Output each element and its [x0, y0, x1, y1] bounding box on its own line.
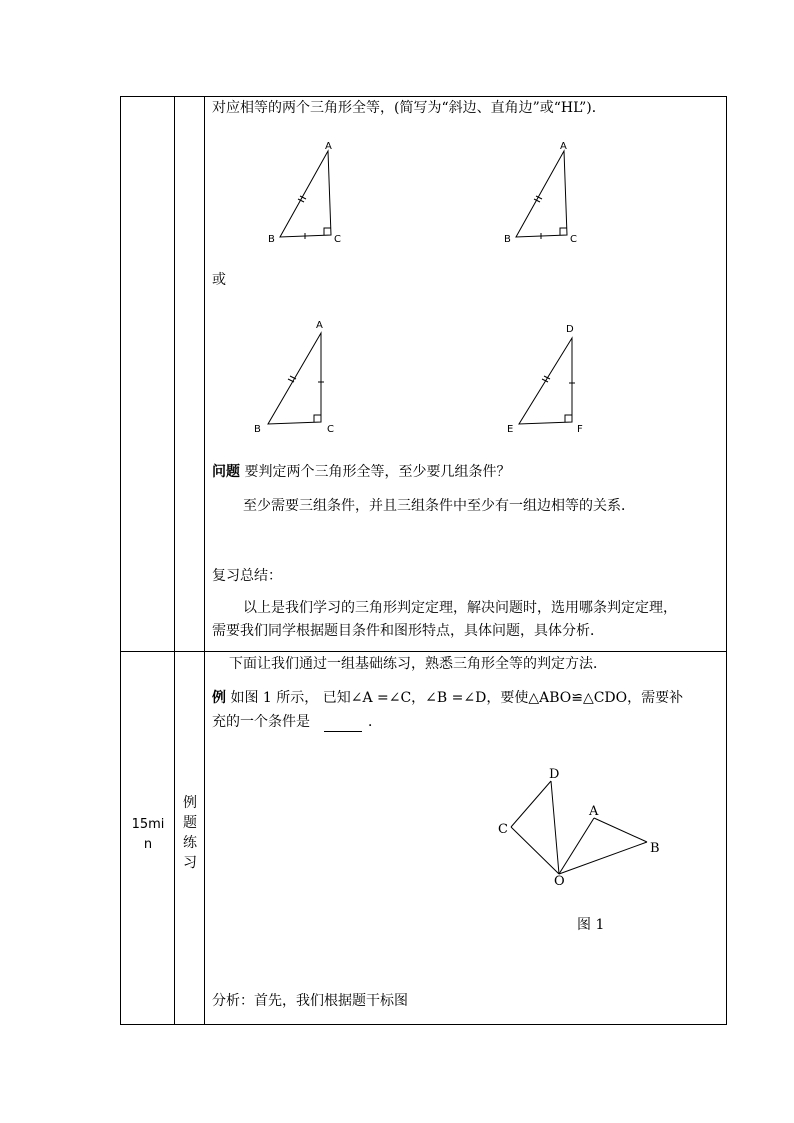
- example-line-1: [212, 688, 683, 708]
- question-text: 要判定两个三角形全等，至少要几组条件？: [240, 464, 511, 480]
- column-divider-2: [204, 96, 205, 1025]
- vertex-label-c: C: [327, 424, 334, 435]
- duration-line-1: 15mi: [131, 817, 165, 832]
- segment-do: [551, 781, 559, 874]
- vertex-label-e: E: [507, 424, 514, 435]
- vertex-label-b: B: [268, 234, 275, 245]
- stage-char-4: 习: [183, 855, 197, 871]
- answer-blank: [324, 717, 362, 732]
- vertex-label-a: A: [325, 141, 332, 152]
- right-angle-mark: [324, 228, 331, 235]
- vertex-label-d: D: [549, 767, 560, 782]
- segment-oa: [559, 818, 594, 874]
- segment-ab: [594, 818, 647, 842]
- example-label: 例: [212, 690, 226, 706]
- vertex-label-a: A: [316, 320, 323, 331]
- vertex-label-a: A: [589, 804, 599, 819]
- example-text-2: 充的一个条件是: [212, 714, 310, 730]
- column-divider-1: [174, 96, 175, 1025]
- triangle-figure-4: [502, 318, 602, 436]
- row-divider: [120, 651, 727, 652]
- triangle-2-outline: [516, 151, 567, 237]
- practice-intro: 下面让我们通过一组基础练习，熟悉三角形全等的判定方法．: [229, 656, 607, 672]
- answer-text: 至少需要三组条件，并且三组条件中至少有一组边相等的关系．: [243, 498, 635, 514]
- question-label: 问题: [212, 464, 240, 480]
- right-angle-mark: [560, 228, 567, 235]
- right-angle-mark: [314, 415, 321, 422]
- question-line: [212, 462, 510, 482]
- vertex-label-b: B: [650, 841, 660, 856]
- summary-line-1: 以上是我们学习的三角形判定定理，解决问题时，选用哪条判定定理，: [243, 600, 677, 616]
- stage-char-2: 题: [183, 815, 197, 831]
- analysis-text: 分析：首先，我们根据题干标图: [212, 993, 408, 1009]
- figure-caption: 图 1: [577, 917, 605, 933]
- triangle-1-outline: [280, 151, 331, 237]
- vertex-label-d: D: [566, 324, 574, 335]
- example-text: 如图 1 所示， 已知∠A =∠C，∠B =∠D，要使△ABO≌△CDO，需要补: [226, 690, 684, 706]
- segment-co: [511, 827, 559, 874]
- hl-theorem-text: 对应相等的两个三角形全等，(简写为“斜边、直角边”或“HL”)．: [212, 100, 606, 116]
- triangle-figure-3: [248, 314, 348, 436]
- vertex-label-c: C: [570, 234, 577, 245]
- vertex-label-c: C: [334, 234, 341, 245]
- summary-line-2: 需要我们同学根据题目条件和图形特点，具体问题，具体分析．: [212, 623, 604, 639]
- example-end: ．: [368, 714, 382, 730]
- vertex-label-f: F: [577, 424, 583, 435]
- example-line-2: [212, 712, 382, 732]
- triangle-figure-2: [498, 138, 588, 250]
- vertex-label-b: B: [254, 424, 261, 435]
- triangle-figure-1: [262, 138, 352, 250]
- figure-1-diagram: [494, 760, 674, 890]
- right-angle-mark: [565, 415, 572, 422]
- vertex-label-c: C: [498, 822, 508, 837]
- vertex-label-a: A: [560, 141, 567, 152]
- duration-line-2: n: [143, 837, 153, 852]
- stage-char-3: 练: [183, 835, 197, 851]
- vertex-label-b: B: [504, 234, 511, 245]
- segment-cd: [511, 781, 551, 827]
- summary-title: 复习总结：: [212, 568, 282, 584]
- or-label: 或: [212, 272, 226, 288]
- segment-ob: [559, 842, 647, 874]
- vertex-label-o: O: [554, 874, 565, 889]
- stage-char-1: 例: [183, 795, 197, 811]
